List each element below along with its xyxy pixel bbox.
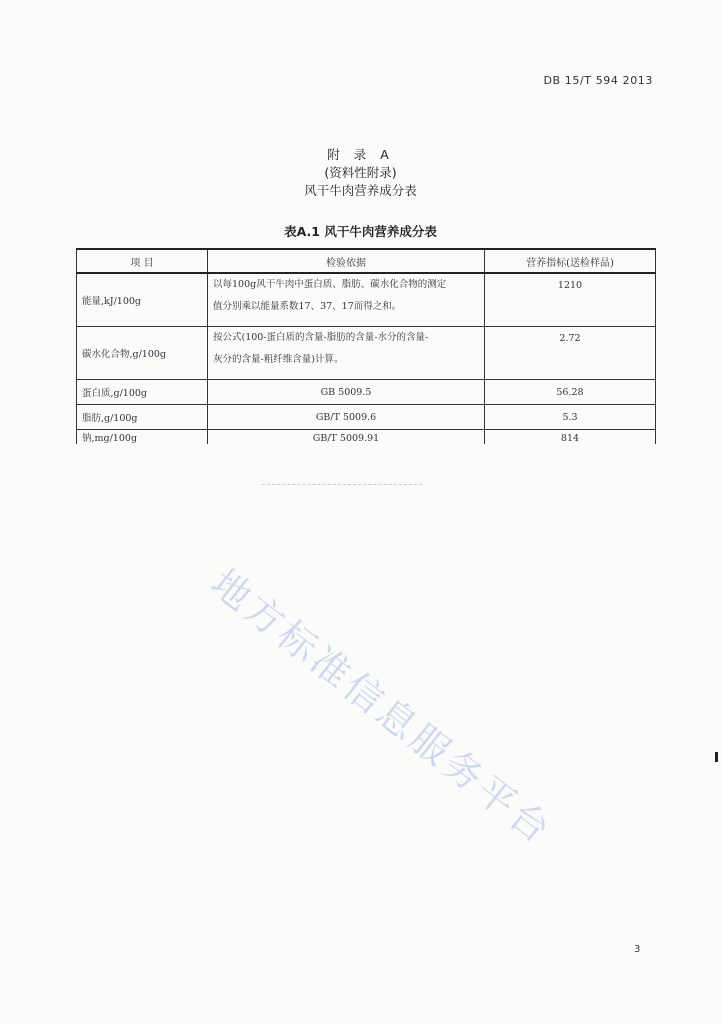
appendix-title: 附 录 A xyxy=(327,147,394,162)
table-row xyxy=(77,327,656,380)
row-basis: GB 5009.5 xyxy=(208,380,485,405)
basis-line: 值分别乘以能量系数17、37、17而得之和。 xyxy=(213,301,402,312)
row-basis: GB/T 5009.6 xyxy=(208,405,485,430)
header-basis: 检验依据 xyxy=(208,249,485,273)
row-basis: GB/T 5009.91 xyxy=(208,430,485,445)
row-basis xyxy=(208,273,485,327)
faint-divider xyxy=(262,484,422,486)
row-value: 1210 xyxy=(485,273,656,327)
table-row xyxy=(77,380,656,405)
row-value: 5.3 xyxy=(485,405,656,430)
basis-line: 灰分的含量-粗纤维含量)计算。 xyxy=(213,354,344,365)
row-item: 碳水化合物,g/100g xyxy=(77,327,208,380)
appendix-heading xyxy=(0,146,721,200)
table-row xyxy=(77,273,656,327)
row-value: 2.72 xyxy=(485,327,656,380)
row-item: 脂肪,g/100g xyxy=(77,405,208,430)
table-row xyxy=(77,430,656,445)
header-value: 营养指标(送检样品) xyxy=(485,249,656,273)
basis-line: 以每100g风干牛肉中蛋白质、脂肪、碳水化合物的测定 xyxy=(213,279,447,290)
scan-edge-mark xyxy=(715,752,718,762)
table-row xyxy=(77,405,656,430)
watermark-text: 地方标准信息服务平台 xyxy=(202,560,561,854)
row-basis xyxy=(208,327,485,380)
row-item: 钠,mg/100g xyxy=(77,430,208,445)
document-number: DB 15/T 594 2013 xyxy=(543,74,653,87)
table-header-row xyxy=(77,249,656,273)
appendix-nature: (资料性附录) xyxy=(324,165,397,180)
header-item: 项 目 xyxy=(77,249,208,273)
table-caption: 表A.1 风干牛肉营养成分表 xyxy=(284,224,437,239)
row-item: 能量,kJ/100g xyxy=(77,273,208,327)
appendix-subtitle: 风干牛肉营养成分表 xyxy=(304,183,417,198)
page-number: 3 xyxy=(634,944,641,955)
row-item: 蛋白质,g/100g xyxy=(77,380,208,405)
row-value: 814 xyxy=(485,430,656,445)
basis-line: 按公式(100-蛋白质的含量-脂肪的含量-水分的含量- xyxy=(213,332,429,343)
row-value: 56.28 xyxy=(485,380,656,405)
nutrition-table xyxy=(76,248,656,444)
